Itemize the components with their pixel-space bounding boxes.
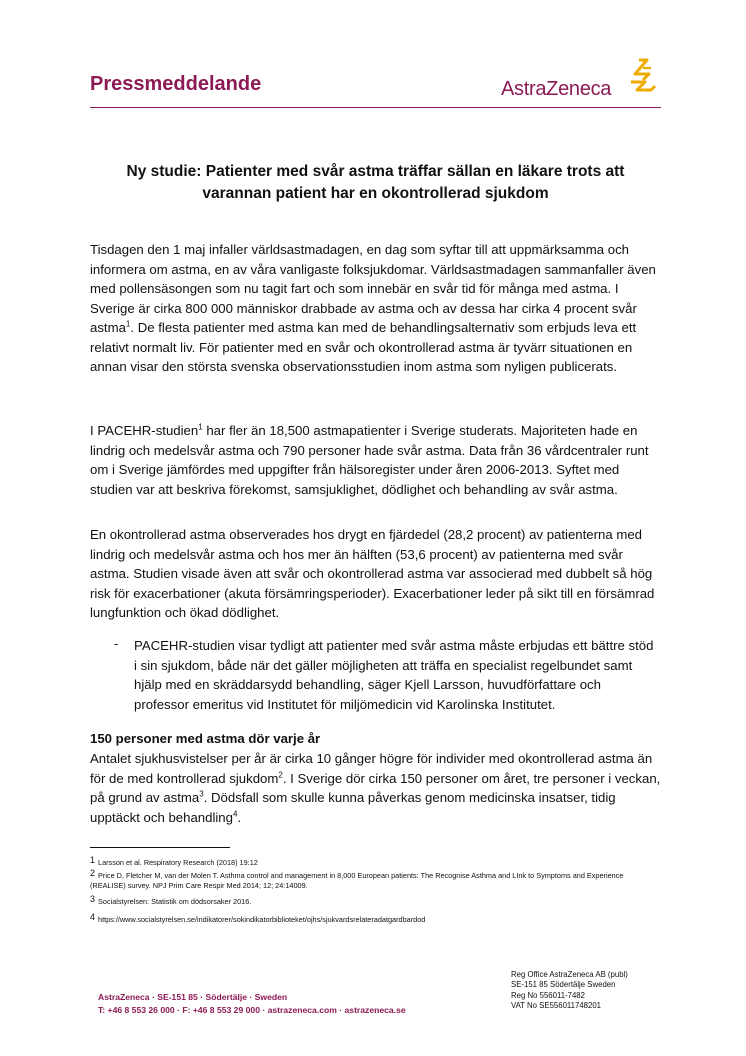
footer-contact (98, 991, 406, 1016)
footnote-number: 4 (90, 912, 96, 922)
mortality-text-b: . I Sverige dör cirka 150 personer om året, tre personer i veckan, på grund av astma (90, 770, 661, 805)
paragraph-intro-text-b: . De flesta patienter med astma kan med de behandlingsalternativ som erbjuds leva ett relativt normalt liv. För patienter med en svår och okontrollerad astma är tyvärr situationen en annan visar den största svenska observationsstudien inom astma som nyligen publicerats. (90, 320, 637, 374)
press-release-heading: Pressmeddelande (90, 73, 262, 95)
footnote-ref: 1 (125, 319, 131, 329)
paragraph-intro-text-a: Tisdagen den 1 maj infaller världsastmadagen, en dag som syftar till att uppmärksamma och informera om astma, en av våra vanligaste folksjukdomar. Världsastmadagen sammanfaller även med pollensäsongen som nu tagit fart och som innebär en svår tid för många med astma. I Sverige är cirka 800 000 människor drabbade av astma och av dessa har cirka 4 procent svår astma (90, 242, 656, 335)
footnote-ref: 3 (199, 789, 204, 799)
footnote-text: Price D, Fletcher M, van der Molen T. Asthma control and management in 8,000 European patients: The Recognise Asthma and LInk to Symptoms and Experience (REALISE) survey. NPJ Prim Care Respir Med 2014; 12; 24:14009. (90, 871, 624, 890)
footnote-link[interactable]: https://www.socialstyrelsen.se/indikatorer/sokindikatorbiblioteket/ojhs/sjukvardsrelateradatgardbardod (98, 915, 426, 924)
footer-registration (511, 970, 628, 1011)
footnote-2 (90, 868, 661, 891)
document-title (90, 161, 661, 205)
vat-number: VAT No SE556011748201 (511, 1000, 602, 1010)
paragraph-mortality (90, 749, 661, 827)
paragraph-study-text-a: I PACEHR-studien (90, 423, 199, 438)
footnote-3 (90, 894, 661, 907)
paragraph-results: En okontrollerad astma observerades hos drygt en fjärdedel (28,2 procent) av patienterna med lindrig och medelsvår astma och hos mer än hälften (53,6 procent) av patienterna med svår astma. Studien visade även att svår och okontrollerad astma var associerad med dubbelt så hög risk för exacerbationer (akuta försämringsperioder). Exacerbationer leder på sikt till en försämrad lungfunktion och ökad dödlighet. (90, 527, 655, 620)
footnote-4 (90, 912, 661, 925)
footnote-number: 2 (90, 868, 96, 878)
footnote-number: 3 (90, 894, 96, 904)
section-heading: 150 personer med astma dör varje år (90, 731, 321, 746)
mortality-text-c: . Dödsfall som skulle kunna påverkas genom medicinska insatser, tidig upptäckt och behandling (90, 790, 616, 825)
footnote-divider (90, 847, 230, 848)
footnote-text: Socialstyrelsen: Statistik om dödsorsaker 2016. (98, 897, 252, 906)
paragraph-intro (90, 240, 661, 377)
paragraph-study-text-b: har fler än 18,500 astmapatienter i Sverige studerats. Majoriteten hade en lindrig och medelsvår astma och 790 personer hade svår astma. Data från 36 vårdcentraler runt om i Sverige jämfördes med uppgifter från hälsoregister under åren 2006-2013. Syftet med studien var att beskriva förekomst, samsjuklighet, dödlighet och behandling av svår astma. (90, 423, 649, 497)
reg-address: SE-151 85 Södertälje Sweden (511, 980, 616, 990)
footer-address: AstraZeneca · SE-151 85 · Södertälje · Sweden (98, 992, 288, 1002)
astrazeneca-symbol-icon (625, 58, 659, 98)
mortality-text-a: Antalet sjukhusvistelser per år är cirka 10 gånger högre för individer med okontrollerad astma än för de med kontrollerad sjukdom (90, 751, 653, 786)
footnote-text: Larsson et al. Respiratory Research (2018) 19:12 (98, 858, 258, 867)
reg-number: Reg No 556011-7482 (511, 990, 585, 1000)
footnote-ref: 2 (278, 770, 283, 780)
logo-text: AstraZeneca (501, 78, 612, 100)
title-line-2: varannan patient har en okontrollerad sjukdom (202, 185, 549, 202)
astrazeneca-logo (501, 58, 661, 102)
footnote-ref: 4 (232, 809, 238, 819)
reg-office: Reg Office AstraZeneca AB (publ) (511, 970, 628, 979)
footer-phone-web: T: +46 8 553 26 000 · F: +46 8 553 29 000 · astrazeneca.com · astrazeneca.se (98, 1004, 406, 1015)
footnote-1 (90, 855, 661, 868)
footnote-number: 1 (90, 855, 96, 865)
title-line-1: Ny studie: Patienter med svår astma träffar sällan en läkare trots att (126, 163, 625, 180)
footnote-ref: 1 (198, 422, 203, 432)
paragraph-study (90, 421, 661, 499)
mortality-text-d: . (237, 809, 242, 825)
quote-text: PACEHR-studien visar tydligt att patienter med svår astma måste erbjudas ett bättre stöd i sin sjukdom, både när det gäller möjligheten att träffa en specialist regelbundet samt hjälp med en skräddarsydd behandling, säger Kjell Larsson, huvudförfattare och professor emeritus vid Institutet för miljömedicin vid Karolinska Institutet. (134, 638, 654, 712)
header-divider (90, 107, 661, 108)
quote-dash: - (114, 636, 119, 651)
